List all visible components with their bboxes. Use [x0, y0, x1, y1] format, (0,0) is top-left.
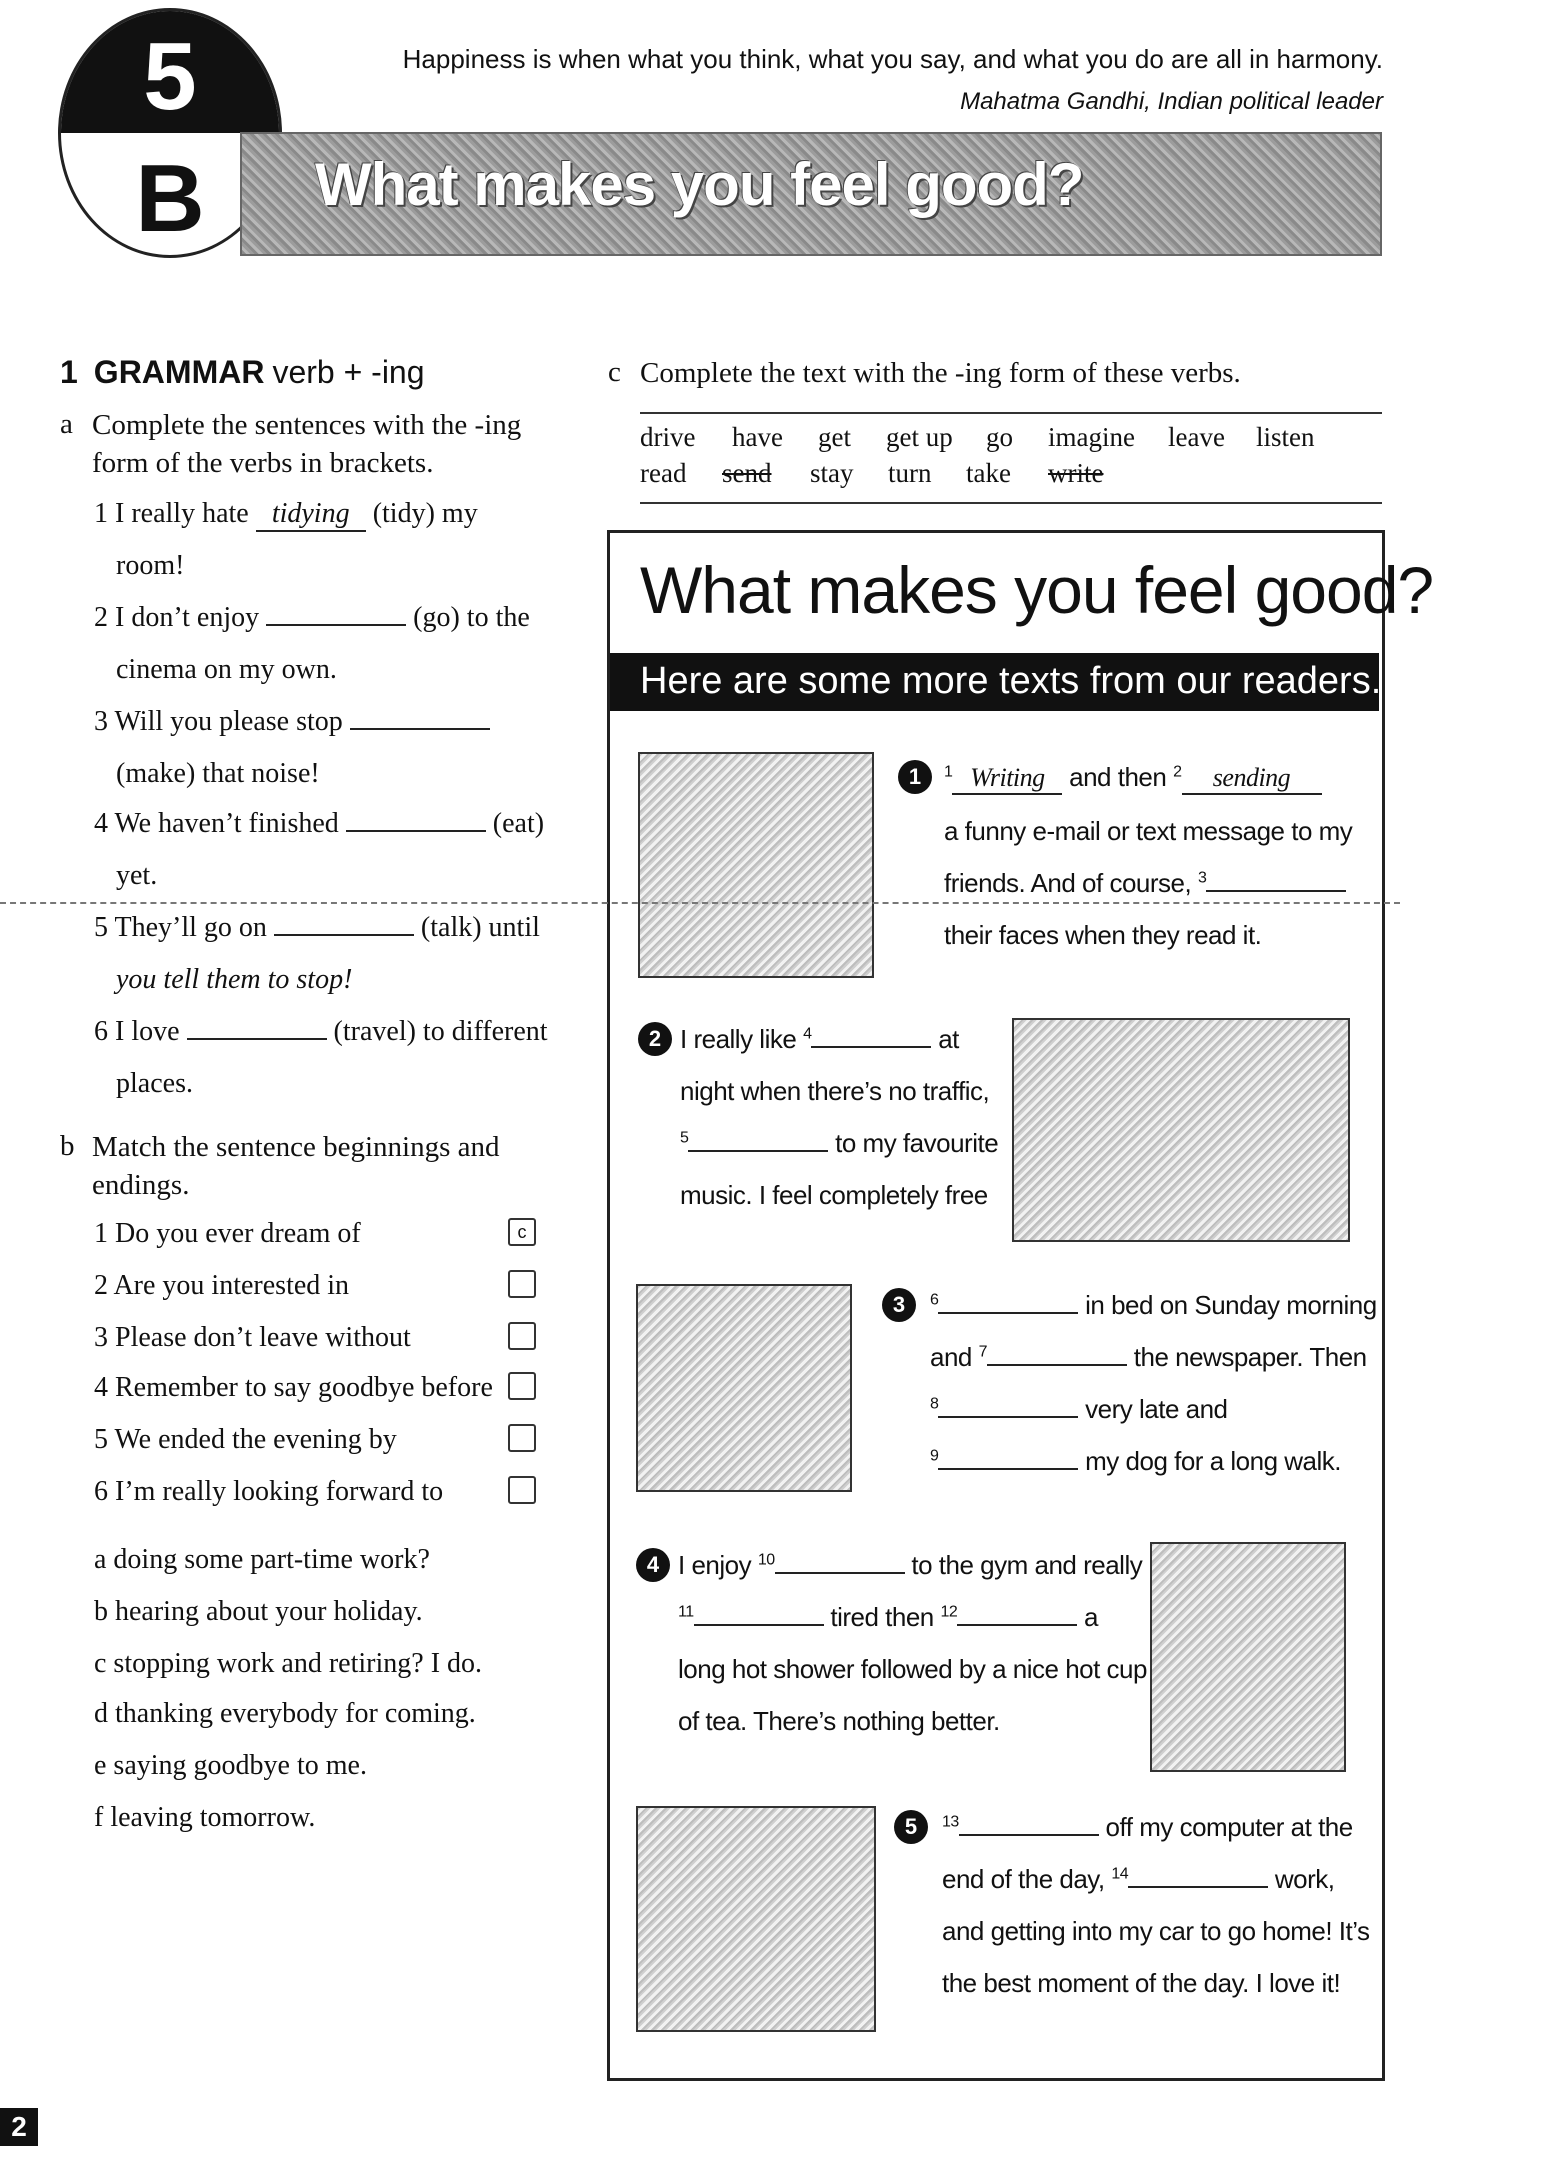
text-number-badge: 2	[638, 1022, 672, 1056]
match-ending: c stopping work and retiring? I do.	[94, 1648, 483, 1679]
word: take	[966, 458, 1011, 488]
answer-field[interactable]	[350, 727, 490, 730]
section-subtitle: verb + -ing	[272, 354, 425, 390]
text-3-line-1: $^6$ in bed on Sunday morning	[930, 1290, 1377, 1320]
answer-field[interactable]: tidying	[256, 498, 366, 532]
page-title: What makes you feel good?	[315, 151, 1084, 218]
match-ending: b hearing about your holiday.	[94, 1596, 423, 1627]
text-2-line-2: night when there’s no traffic,	[680, 1076, 990, 1106]
exercise-a-item-2-cont: cinema on my own.	[116, 654, 337, 685]
word-crossed-out: write	[1048, 458, 1104, 488]
answer-field[interactable]	[694, 1623, 824, 1626]
text-number-badge: 4	[636, 1548, 670, 1582]
match-beginning: 1 Do you ever dream of	[94, 1218, 361, 1249]
article-title: What makes you feel good?	[640, 553, 1434, 627]
word: drive	[640, 422, 696, 452]
exercise-a-item-3-cont: (make) that noise!	[116, 758, 320, 789]
text-5-line-3: and getting into my car to go home! It’s	[942, 1916, 1370, 1946]
exercise-c-instruction: Complete the text with the -ing form of these verbs.	[640, 357, 1241, 389]
word: stay	[810, 458, 854, 488]
word: listen	[1256, 422, 1315, 452]
word: go	[986, 422, 1013, 452]
text-5-line-2: end of the day, $^{14}$ work,	[942, 1864, 1335, 1894]
match-ending: a doing some part-time work?	[94, 1544, 430, 1575]
answer-field[interactable]: sending	[1182, 763, 1322, 795]
match-ending: f leaving tomorrow.	[94, 1802, 316, 1833]
page-number: 2	[0, 2108, 38, 2146]
exercise-a-instruction: Complete the sentences with the -ing form of the verbs in brackets.	[92, 409, 522, 479]
match-beginning: 6 I’m really looking forward to	[94, 1476, 444, 1507]
text-2-line-3: $^5$ to my favourite	[680, 1128, 999, 1158]
text-1-line-4: their faces when they read it.	[944, 920, 1262, 950]
word: read	[640, 458, 687, 488]
exercise-a-item-6: 6 I love (travel) to different	[94, 1016, 548, 1047]
word: leave	[1168, 422, 1225, 452]
match-answer-box[interactable]	[508, 1424, 536, 1452]
answer-field[interactable]	[1128, 1885, 1268, 1888]
answer-field[interactable]	[688, 1149, 828, 1152]
illustration-man-leaving-office	[636, 1806, 876, 2032]
text-2-line-1: I really like $^4$ at	[680, 1024, 959, 1054]
match-beginning: 3 Please don’t leave without	[94, 1322, 411, 1353]
text-3-line-4: $^9$ my dog for a long walk.	[930, 1446, 1341, 1476]
answer-field[interactable]: Writing	[952, 763, 1062, 795]
quote: Happiness is when what you think, what you say, and what you do are all in harmony.	[402, 44, 1383, 74]
illustration-woman-driving	[1012, 1018, 1350, 1242]
match-answer-box[interactable]	[508, 1270, 536, 1298]
word: have	[732, 422, 783, 452]
text-4-line-4: of tea. There’s nothing better.	[678, 1706, 1000, 1736]
text-number-badge: 5	[894, 1810, 928, 1844]
text-5-line-1: $^{13}$ off my computer at the	[942, 1812, 1353, 1842]
answer-field[interactable]	[1206, 889, 1346, 892]
match-answer-box[interactable]	[508, 1372, 536, 1400]
section-title: GRAMMAR	[93, 354, 265, 390]
article-subtitle: Here are some more texts from our readers.	[640, 660, 1382, 702]
fold-line	[0, 902, 1400, 904]
answer-field[interactable]	[957, 1623, 1077, 1626]
quote-author: Mahatma Gandhi, Indian political leader	[960, 88, 1383, 115]
exercise-a-item-3: 3 Will you please stop	[94, 706, 490, 738]
exercise-a-item-2: 2 I don’t enjoy (go) to the	[94, 602, 530, 633]
match-ending: d thanking everybody for coming.	[94, 1698, 476, 1729]
exercise-a-item-4: 4 We haven’t finished (eat)	[94, 808, 545, 839]
match-answer-box[interactable]: c	[508, 1218, 536, 1246]
section-number: 1	[60, 354, 78, 390]
answer-field[interactable]	[187, 1037, 327, 1040]
word: get up	[886, 422, 953, 452]
exercise-a-item-6-cont: places.	[116, 1068, 193, 1099]
exercise-a-item-5: 5 They’ll go on (talk) until	[94, 912, 540, 943]
exercise-c-letter: c	[608, 356, 621, 388]
text-3-line-2: and $^7$ the newspaper. Then	[930, 1342, 1367, 1372]
illustration-man-reading-newspaper	[636, 1284, 852, 1492]
exercise-a-item-5-cont: you tell them to stop!	[116, 964, 353, 995]
match-answer-box[interactable]	[508, 1476, 536, 1504]
text-2-line-4: music. I feel completely free	[680, 1180, 988, 1210]
text-number-badge: 1	[898, 760, 932, 794]
text-3-line-3: $^8$ very late and	[930, 1394, 1228, 1424]
answer-field[interactable]	[775, 1571, 905, 1574]
text-1-line-2: a funny e-mail or text message to my	[944, 816, 1353, 846]
exercise-b-instruction: Match the sentence beginnings and endings.	[92, 1131, 500, 1201]
exercise-a-item-1-cont: room!	[116, 550, 185, 581]
match-beginning: 5 We ended the evening by	[94, 1424, 397, 1455]
word: turn	[888, 458, 932, 488]
text-1-line-3: friends. And of course, $^3$	[944, 868, 1346, 899]
unit-number: 5	[143, 23, 197, 130]
section-heading	[60, 354, 425, 391]
answer-field[interactable]	[266, 623, 406, 626]
text-1-line-1: $^1$ Writing and then $^2$ sending	[944, 762, 1322, 795]
match-ending: e saying goodbye to me.	[94, 1750, 367, 1781]
answer-field[interactable]	[811, 1045, 931, 1048]
text-5-line-4: the best moment of the day. I love it!	[942, 1968, 1341, 1998]
illustration-woman-phone	[638, 752, 874, 978]
text-4-line-2: $^{11}$ tired then $^{12}$ a	[678, 1602, 1098, 1632]
answer-field[interactable]	[987, 1363, 1127, 1366]
illustration-woman-at-gym	[1150, 1542, 1346, 1772]
unit-letter: B	[135, 145, 205, 252]
text-4-line-1: I enjoy $^{10}$ to the gym and really	[678, 1550, 1143, 1580]
text-4-line-3: long hot shower followed by a nice hot cup	[678, 1654, 1147, 1684]
match-answer-box[interactable]	[508, 1322, 536, 1350]
word: get	[818, 422, 851, 452]
word-box	[640, 412, 1382, 504]
answer-field[interactable]	[938, 1311, 1078, 1314]
exercise-a-item-1: 1 I really hate tidying (tidy) my	[94, 498, 478, 532]
word-crossed-out: send	[722, 458, 772, 488]
exercise-b-letter: b	[60, 1130, 75, 1162]
answer-field[interactable]	[938, 1467, 1078, 1470]
answer-field[interactable]	[346, 829, 486, 832]
answer-field[interactable]	[274, 933, 414, 936]
word: imagine	[1048, 422, 1135, 452]
match-beginning: 4 Remember to say goodbye before	[94, 1372, 493, 1403]
match-beginning: 2 Are you interested in	[94, 1270, 350, 1301]
exercise-a-letter: a	[60, 408, 73, 440]
text-number-badge: 3	[882, 1288, 916, 1322]
answer-field[interactable]	[959, 1833, 1099, 1836]
exercise-a-item-4-cont: yet.	[116, 860, 158, 891]
answer-field[interactable]	[938, 1415, 1078, 1418]
